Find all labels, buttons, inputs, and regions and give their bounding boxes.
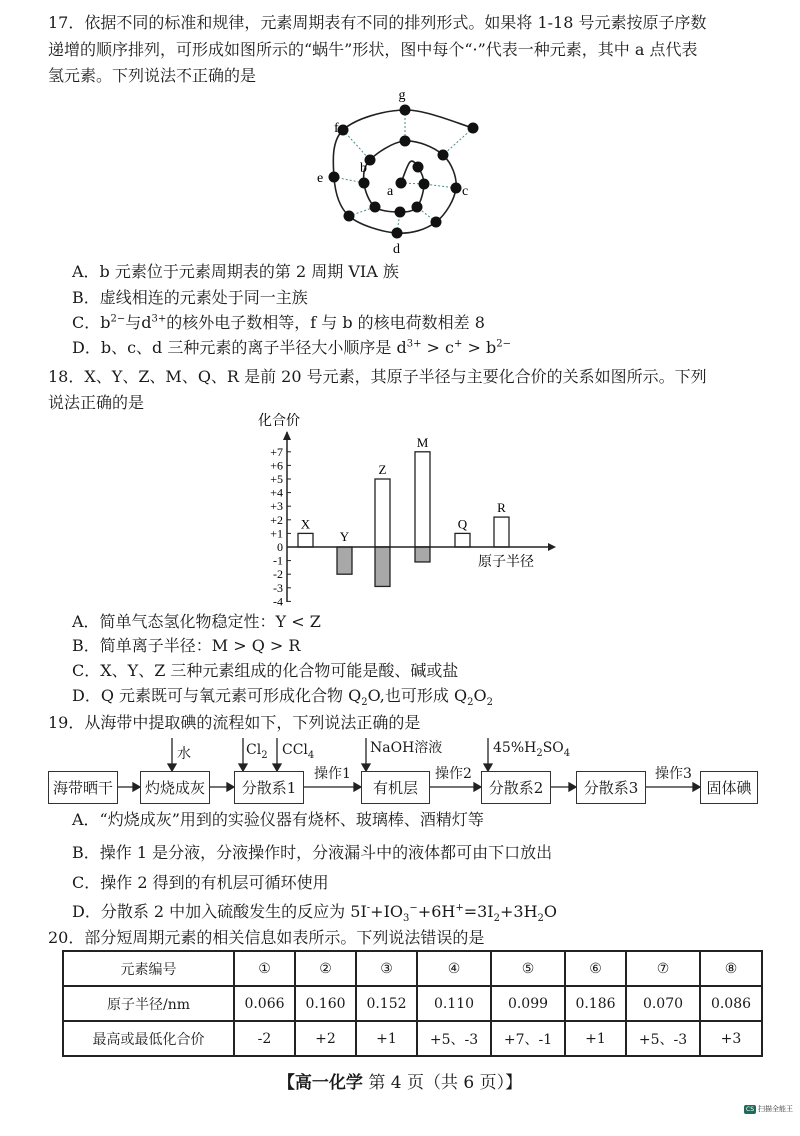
text: +3H bbox=[500, 902, 538, 921]
scanner-watermark bbox=[744, 1104, 793, 1114]
input-ccl4 bbox=[282, 740, 314, 760]
q18-option-b[interactable]: B．简单离子半径：M > Q > R bbox=[72, 636, 301, 655]
op-1: 操作1 bbox=[314, 766, 351, 782]
text: =3I bbox=[463, 902, 494, 921]
q19-option-b[interactable]: B．操作 1 是分液，分液操作时，分液漏斗中的液体都可由下口放出 bbox=[72, 843, 553, 862]
table-cell: 0.186 bbox=[565, 986, 626, 1021]
element-dot bbox=[413, 162, 424, 173]
row-header: 最高或最低化合价 bbox=[63, 1021, 234, 1056]
y-tick-label: -2 bbox=[273, 567, 283, 582]
y-tick-label: +7 bbox=[270, 444, 283, 459]
q17-stem-line2: 递增的顺序排列，可形成如图所示的“蜗牛”形状，图中每个“·”代表一种元素，其中 a 点代表 bbox=[48, 40, 698, 59]
text: > b bbox=[462, 338, 497, 357]
superscript: + bbox=[455, 902, 464, 914]
valence-chart bbox=[0, 400, 800, 610]
q17-stem-line3: 氢元素。下列说法不正确的是 bbox=[48, 66, 257, 85]
text: Cl bbox=[246, 742, 262, 758]
q17-stem-line1: 17．依据不同的标准和规律，元素周期表有不同的排列形式。如果将 1-18 号元素按原子序数 bbox=[48, 13, 707, 32]
table-cell: 0.152 bbox=[356, 986, 417, 1021]
table-cell: 0.160 bbox=[295, 986, 356, 1021]
q18-stem-line1: 18．X、Y、Z、M、Q、R 是前 20 号元素，其原子半径与主要化合价的关系如图所示。下列 bbox=[48, 367, 707, 386]
label-e: e bbox=[317, 171, 324, 186]
label-f: f bbox=[334, 121, 339, 136]
text: O bbox=[473, 686, 487, 705]
q19-option-c[interactable]: C．操作 2 得到的有机层可循环使用 bbox=[72, 873, 329, 892]
subscript: 4 bbox=[563, 747, 571, 759]
text: SO bbox=[542, 740, 564, 756]
text: O bbox=[543, 902, 558, 921]
label-d: d bbox=[393, 242, 400, 257]
bar-R-positive bbox=[494, 517, 509, 547]
table-cell: +7、-1 bbox=[491, 1021, 565, 1056]
label-g: g bbox=[398, 88, 406, 103]
q17-option-d[interactable] bbox=[72, 338, 511, 358]
bar-label: R bbox=[497, 500, 506, 516]
subscript: 2 bbox=[361, 697, 368, 709]
text: 45%H bbox=[493, 740, 537, 756]
bar-label: Z bbox=[378, 462, 387, 477]
bar-Y-negative bbox=[337, 547, 352, 574]
bar-label: X bbox=[300, 516, 311, 532]
bar-M-negative bbox=[415, 547, 430, 562]
y-tick-label: +6 bbox=[270, 458, 283, 473]
table-cell: ⑥ bbox=[565, 951, 626, 986]
element-info-table bbox=[62, 950, 763, 1057]
row-header: 元素编号 bbox=[63, 951, 234, 986]
y-tick-label: +3 bbox=[270, 499, 283, 514]
label-c: c bbox=[462, 184, 469, 199]
element-dot bbox=[396, 178, 407, 189]
table-row bbox=[63, 1021, 762, 1056]
table-cell: 0.066 bbox=[234, 986, 295, 1021]
label-a: a bbox=[387, 184, 394, 199]
superscript: 3+ bbox=[406, 338, 422, 350]
element-dot bbox=[412, 202, 423, 213]
x-axis-arrow bbox=[548, 543, 556, 551]
table-cell: ① bbox=[234, 951, 295, 986]
q19-option-d[interactable] bbox=[72, 902, 558, 925]
superscript: + bbox=[454, 338, 463, 350]
watermark-text: 扫描全能王 bbox=[758, 1105, 793, 1113]
snail-diagram bbox=[0, 0, 800, 260]
chart-ylabel: 化合价 bbox=[258, 414, 300, 429]
y-tick-label: +4 bbox=[270, 485, 283, 500]
subscript: 2 bbox=[493, 913, 500, 925]
input-h2so4 bbox=[493, 738, 570, 758]
text: O,也可形成 Q bbox=[367, 686, 468, 705]
table-cell: ⑦ bbox=[626, 951, 700, 986]
flow-box-solid-iodine: 固体碘 bbox=[700, 771, 758, 804]
page-footer bbox=[0, 1068, 800, 1093]
table-cell: 0.086 bbox=[700, 986, 762, 1021]
text: D．分散系 2 中加入硫酸发生的反应为 5I bbox=[72, 902, 367, 921]
flow-box-dry-kelp: 海带晒干 bbox=[48, 771, 118, 804]
footer-subject: 【高一化学 bbox=[277, 1073, 363, 1093]
element-dot bbox=[370, 202, 381, 213]
subscript: 2 bbox=[261, 749, 268, 761]
bar-label: Q bbox=[457, 516, 468, 532]
table-cell: ⑧ bbox=[700, 951, 762, 986]
q17-option-c[interactable] bbox=[72, 313, 485, 333]
bar-Z-positive bbox=[375, 479, 390, 547]
element-dot bbox=[395, 207, 406, 218]
table-cell: 0.070 bbox=[626, 986, 700, 1021]
element-dot bbox=[392, 228, 403, 239]
flow-box-organic-layer: 有机层 bbox=[361, 771, 430, 804]
table-cell: +2 bbox=[295, 1021, 356, 1056]
element-dot bbox=[338, 125, 349, 136]
table-cell: +5、-3 bbox=[626, 1021, 700, 1056]
table-cell: ④ bbox=[417, 951, 491, 986]
text: C．b bbox=[72, 313, 111, 332]
q18-option-d[interactable] bbox=[72, 686, 493, 709]
q19-stem: 19．从海带中提取碘的流程如下，下列说法正确的是 bbox=[48, 713, 421, 732]
table-cell: ⑤ bbox=[491, 951, 565, 986]
y-tick-label: 0 bbox=[277, 540, 283, 554]
label-b: b bbox=[360, 161, 367, 176]
scanner-logo-icon: CS bbox=[746, 1105, 754, 1113]
flow-box-ash: 灼烧成灰 bbox=[140, 771, 210, 804]
op-3: 操作3 bbox=[655, 766, 692, 782]
table-cell: +3 bbox=[700, 1021, 762, 1056]
table-cell: 0.099 bbox=[491, 986, 565, 1021]
input-cl2 bbox=[246, 740, 268, 760]
text: 的核外电子数相等，f 与 b 的核电荷数相差 8 bbox=[166, 313, 485, 332]
bar-Q-positive bbox=[455, 533, 470, 547]
subscript: 3 bbox=[403, 913, 410, 925]
superscript: 2− bbox=[496, 338, 511, 350]
subscript: 4 bbox=[307, 749, 315, 761]
flow-box-dispersion-3: 分散系3 bbox=[576, 771, 646, 804]
table-cell: +1 bbox=[356, 1021, 417, 1056]
q17-option-a[interactable]: A．b 元素位于元素周期表的第 2 周期 VIA 族 bbox=[72, 262, 399, 281]
y-tick-label: -1 bbox=[273, 553, 283, 568]
q18-stem-line2: 说法正确的是 bbox=[48, 393, 145, 412]
q18-option-c[interactable]: C．X、Y、Z 三种元素组成的化合物可能是酸、碱或盐 bbox=[72, 661, 459, 680]
superscript: 3+ bbox=[151, 313, 167, 325]
row-header: 原子半径/nm bbox=[63, 986, 234, 1021]
input-naoh: NaOH溶液 bbox=[370, 740, 443, 756]
footer-page: 第 4 页（共 6 页）】 bbox=[362, 1073, 523, 1093]
y-tick-label: +1 bbox=[270, 526, 283, 541]
text: CCl bbox=[282, 742, 308, 758]
subscript: 2 bbox=[536, 747, 543, 759]
bar-M-positive bbox=[415, 452, 430, 547]
bar-label: M bbox=[416, 434, 429, 450]
group-dashed-line bbox=[343, 130, 370, 160]
superscript: 2− bbox=[110, 313, 126, 325]
text: > c bbox=[421, 338, 454, 357]
element-dot bbox=[419, 179, 430, 190]
element-dot bbox=[344, 211, 355, 222]
y-tick-label: -3 bbox=[273, 580, 283, 595]
subscript: 2 bbox=[467, 697, 474, 709]
q20-stem: 20．部分短周期元素的相关信息如表所示。下列说法错误的是 bbox=[48, 928, 485, 947]
y-tick-label: -4 bbox=[273, 594, 283, 609]
q18-option-a[interactable]: A．简单气态氢化物稳定性：Y < Z bbox=[72, 612, 321, 631]
table-cell: ③ bbox=[356, 951, 417, 986]
table-cell: +5、-3 bbox=[417, 1021, 491, 1056]
element-dot bbox=[451, 183, 462, 194]
q19-option-a[interactable]: A．“灼烧成灰”用到的实验仪器有烧杯、玻璃棒、酒精灯等 bbox=[72, 810, 484, 829]
table-row bbox=[63, 951, 762, 986]
element-dot bbox=[468, 123, 479, 134]
element-dot bbox=[329, 172, 340, 183]
q17-option-b[interactable]: B．虚线相连的元素处于同一主族 bbox=[72, 288, 308, 307]
bar-label: Y bbox=[339, 529, 350, 544]
table-cell: ② bbox=[295, 951, 356, 986]
y-axis-arrow bbox=[283, 431, 291, 440]
superscript: - bbox=[366, 902, 371, 914]
y-tick-label: +5 bbox=[270, 472, 283, 486]
text: D．b、c、d 三种元素的离子半径大小顺序是 d bbox=[72, 338, 407, 357]
subscript: 2 bbox=[537, 913, 544, 925]
chart-xlabel: 原子半径 bbox=[478, 555, 534, 570]
group-dashed-line bbox=[443, 128, 473, 155]
element-dot bbox=[400, 136, 411, 147]
y-tick-label: +2 bbox=[270, 512, 283, 527]
table-row bbox=[63, 986, 762, 1021]
flow-box-dispersion-2: 分散系2 bbox=[481, 771, 551, 804]
text: +IO bbox=[370, 902, 404, 921]
text: D．Q 元素既可与氧元素可形成化合物 Q bbox=[72, 686, 362, 705]
op-2: 操作2 bbox=[435, 766, 472, 782]
element-dot bbox=[400, 105, 411, 116]
text: 与d bbox=[125, 313, 152, 332]
flow-box-dispersion-1: 分散系1 bbox=[234, 771, 304, 804]
table-cell: +1 bbox=[565, 1021, 626, 1056]
bar-X-positive bbox=[298, 533, 313, 547]
text: +6H bbox=[417, 902, 456, 921]
bar-Z-negative bbox=[375, 547, 390, 586]
superscript: − bbox=[409, 902, 418, 914]
table-cell: 0.110 bbox=[417, 986, 491, 1021]
input-water: 水 bbox=[177, 746, 191, 762]
element-dot bbox=[359, 178, 370, 189]
element-dot bbox=[438, 150, 449, 161]
table-cell: -2 bbox=[234, 1021, 295, 1056]
subscript: 2 bbox=[486, 697, 493, 709]
element-dot bbox=[431, 217, 442, 228]
